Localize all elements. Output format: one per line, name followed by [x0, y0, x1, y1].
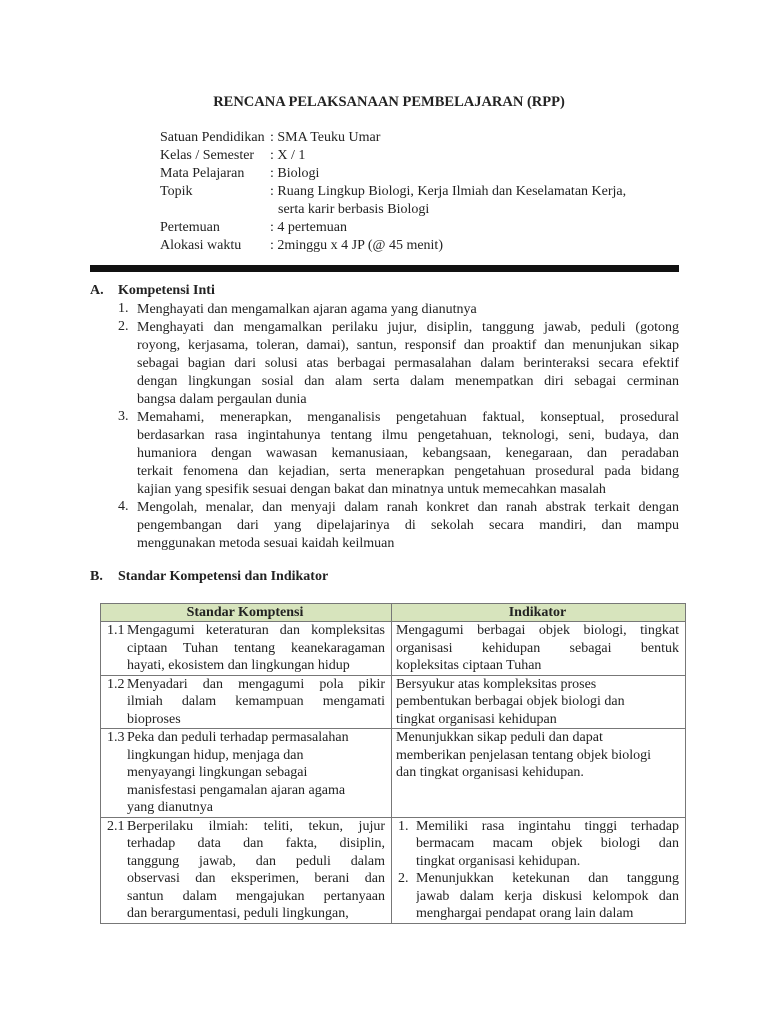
info-label: Satuan Pendidikan: [160, 130, 265, 145]
info-value: : 2minggu x 4 JP (@ 45 menit): [270, 238, 443, 253]
indikator-item: [396, 622, 679, 675]
section-a-title: Kompetensi Inti: [118, 283, 215, 298]
list-number: 3.: [118, 409, 129, 424]
list-text: [137, 319, 679, 409]
info-label: Topik: [160, 184, 193, 199]
text-line: tanggung jawab, dan peduli dalam: [127, 853, 385, 869]
text-line: Bersyukur atas kompleksitas proses: [396, 676, 597, 692]
text-line: Menunjukkan sikap peduli dan dapat: [396, 730, 603, 745]
text-line: menyayangi lingkungan sebagai: [127, 765, 308, 780]
text-line: pembentukan berbagai objek biologi dan: [396, 694, 625, 709]
info-row: [160, 219, 680, 237]
competency-number: 1.2: [107, 676, 125, 692]
text-line: ilmiah dalam kemampuan mengamati: [127, 694, 385, 709]
text-line: Berperilaku ilmiah: teliti, tekun, jujur: [127, 818, 385, 834]
indikator-cell: [392, 817, 686, 923]
text-line: berdasarkan rasa ingintahunya tentang ilmu pengetahuan, teknologi, seni, budaya, dan: [137, 428, 679, 443]
text-line: bermacam macam objek biologi dan: [416, 836, 679, 851]
list-text: [137, 499, 679, 553]
list-item: [118, 301, 679, 319]
text-line: pengembangan dari yang dipelajarinya di sekolah secara mandiri, dan mampu: [137, 518, 679, 533]
indikator-text: [396, 676, 679, 729]
indikator-cell: [392, 675, 686, 729]
indikator-item: [396, 870, 679, 923]
info-value: : Ruang Lingkup Biologi, Kerja Ilmiah dan Keselamatan Kerja,: [270, 184, 627, 199]
text-line: jawab dalam kerja diskusi kelompok dan: [416, 888, 679, 904]
text-line: lingkungan hidup, menjaga dan: [127, 747, 304, 763]
text-line: royong, kerjasama, toleran, damai), santun, responsif dan proaktif dan menunjukan sikap: [137, 338, 679, 353]
info-value: : SMA Teuku Umar: [270, 130, 381, 145]
text-line: menggunakan metoda sesuai kaidah keilmuan: [137, 536, 395, 551]
text-line: Mengolah, menalar, dan menyaji dalam ranah konkret dan ranah abstrak terkait dengan: [137, 500, 679, 515]
standar-kompetensi-cell: [101, 817, 392, 923]
text-line: sebagai bagian dari solusi atas berbagai permasalahan dalam berinteraksi secara efektif: [137, 356, 679, 371]
text-line: yang dianutnya: [127, 800, 213, 815]
text-line: hayati, ekosistem dan lingkungan hidup: [127, 658, 350, 673]
table-row: [101, 817, 686, 923]
info-row: [160, 183, 680, 217]
text-line: tingkat organisasi kehidupan.: [416, 853, 581, 869]
info-row: [160, 165, 680, 183]
text-line: memberikan penjelasan tentang objek biologi: [396, 747, 652, 763]
competency-text: [127, 676, 385, 729]
indikator-text: [416, 870, 679, 923]
header-indikator: Indikator: [392, 604, 686, 622]
list-number: 4.: [118, 499, 129, 514]
text-line: organisasi kehidupan sebagai bentuk: [396, 640, 679, 656]
cell-content: [105, 622, 385, 675]
list-text: [137, 409, 679, 499]
indikator-cell: [392, 729, 686, 818]
standar-kompetensi-cell: [101, 729, 392, 818]
text-line: dan tingkat organisasi kehidupan.: [396, 765, 584, 780]
info-value: : 4 pertemuan: [270, 220, 347, 235]
text-line: Memiliki rasa ingintahu tinggi terhadap: [416, 818, 679, 834]
text-line: tingkat organisasi kehidupan: [396, 711, 557, 727]
list-number: 2.: [118, 319, 129, 334]
list-item: [118, 499, 679, 553]
competency-table: [100, 603, 686, 924]
indikator-text: [416, 818, 679, 871]
cell-content: [105, 676, 385, 729]
competency-number: 1.1: [107, 623, 125, 638]
text-line: Mengagumi berbagai objek biologi, tingkat: [396, 623, 679, 638]
info-label: Alokasi waktu: [160, 238, 242, 253]
text-line: terkait fenomena dan kejadian, serta menerapkan pengetahuan prosedural pada bidang: [137, 464, 679, 479]
text-line: menghargai pendapat orang lain dalam: [416, 906, 634, 921]
list-item: [118, 319, 679, 409]
info-label: Mata Pelajaran: [160, 166, 245, 181]
indikator-item: [396, 676, 679, 729]
info-value: : Biologi: [270, 166, 320, 181]
section-b-letter: B.: [90, 569, 103, 584]
text-line: santun dalam mengajukan pertanyaan: [127, 888, 385, 904]
text-line: manisfestasi pengamalan ajaran agama: [127, 782, 346, 798]
indikator-cell: [392, 622, 686, 676]
text-line: ciptaan Tuhan tentang keanekaragaman: [127, 640, 385, 656]
text-line: Menyadari dan mengagumi pola pikir: [127, 676, 385, 692]
cell-content: [105, 729, 385, 817]
text-line: Menghayati dan mengamalkan perilaku jujur, disiplin, tanggung jawab, peduli (gotong: [137, 320, 679, 335]
competency-text: [127, 818, 385, 923]
info-row: [160, 147, 680, 165]
text-line: Menunjukkan ketekunan dan tanggung: [416, 871, 679, 886]
text-line: humaniora dengan wawasan kemanusiaan, kebangsaan, kenegaraan, dan peradaban: [137, 446, 679, 461]
info-value-continued: serta karir berbasis Biologi: [278, 202, 430, 217]
table-row: [101, 729, 686, 818]
text-line: dengan lingkungan sosial dan alam serta dalam menempatkan diri sebagai cerminan: [137, 374, 679, 389]
divider: [90, 265, 679, 272]
info-row: [160, 237, 680, 255]
text-line: Mengagumi keteraturan dan kompleksitas: [127, 623, 385, 638]
text-line: Menghayati dan mengamalkan ajaran agama yang dianutnya: [137, 302, 477, 317]
competency-table-wrapper: [100, 603, 686, 931]
text-line: kopleksitas ciptaan Tuhan: [396, 658, 542, 673]
document-title: RENCANA PELAKSANAAN PEMBELAJARAN (RPP): [213, 94, 565, 110]
table-row: [101, 675, 686, 729]
competency-number: 2.1: [107, 818, 125, 834]
cell-content: [105, 818, 385, 923]
text-line: bioproses: [127, 711, 181, 727]
standar-kompetensi-cell: [101, 675, 392, 729]
indikator-number: 1.: [398, 818, 409, 834]
info-label: Pertemuan: [160, 220, 220, 235]
table-row: [101, 622, 686, 676]
competency-number: 1.3: [107, 730, 125, 745]
indikator-item: [396, 818, 679, 871]
section-a-letter: A.: [90, 283, 104, 298]
text-line: observasi dan eksperimen, berani dan: [127, 871, 385, 886]
competency-text: [127, 622, 385, 675]
info-value: : X / 1: [270, 148, 306, 163]
indikator-item: [396, 729, 679, 782]
indikator-text: [396, 622, 679, 675]
header-standar-kompetensi: Standar Komptensi: [101, 604, 392, 622]
info-label: Kelas / Semester: [160, 148, 255, 163]
section-b-title: Standar Kompetensi dan Indikator: [118, 569, 329, 584]
text-line: kajian yang spesifik sesuai dengan bakat dan minatnya untuk memecahkan masalah: [137, 482, 606, 497]
list-text: [137, 301, 679, 319]
text-line: dan berargumentasi, peduli lingkungan,: [127, 906, 349, 921]
list-item: [118, 409, 679, 499]
info-row: [160, 129, 680, 147]
text-line: bangsa dalam pergaulan dunia: [137, 392, 307, 407]
text-line: Peka dan peduli terhadap permasalahan: [127, 730, 349, 745]
standar-kompetensi-cell: [101, 622, 392, 676]
indikator-text: [396, 729, 679, 782]
competency-text: [127, 729, 385, 817]
list-number: 1.: [118, 301, 129, 316]
text-line: terhadap data dan fakta, disiplin,: [127, 836, 385, 851]
text-line: Memahami, menerapkan, menganalisis pengetahuan faktual, konseptual, prosedural: [137, 410, 679, 425]
indikator-number: 2.: [398, 871, 409, 886]
